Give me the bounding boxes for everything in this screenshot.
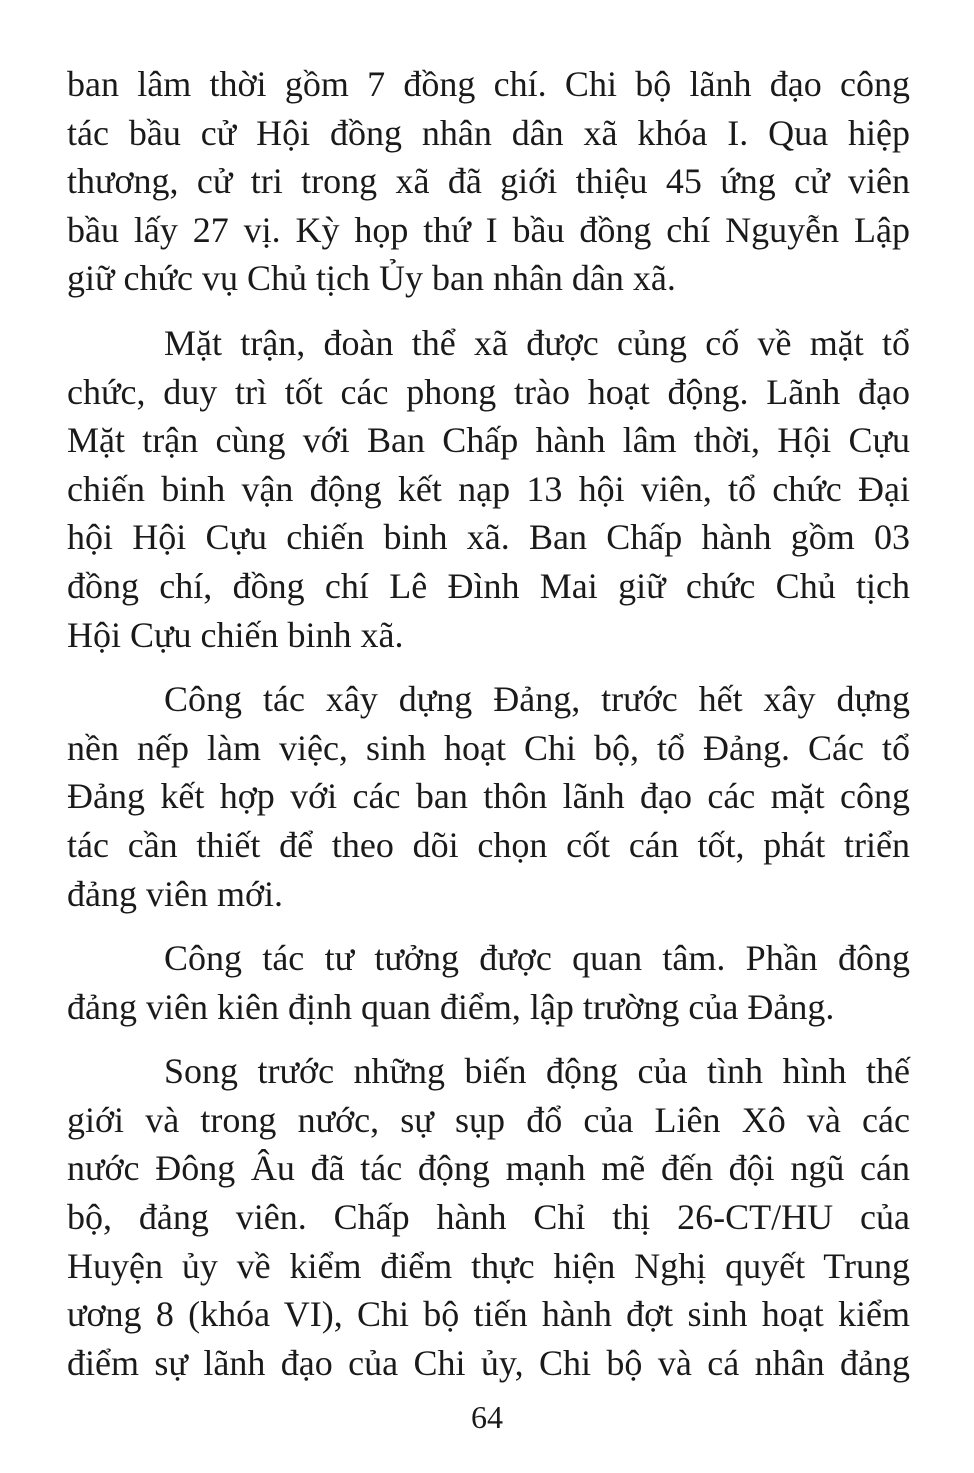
- paragraph-gap: [67, 918, 910, 934]
- paragraph-2: [67, 319, 910, 659]
- text-line: bộ, đảng viên. Chấp hành Chỉ thị 26-CT/HU của: [67, 1197, 910, 1238]
- paragraph-5: [67, 1047, 910, 1387]
- text-line: bầu lấy 27 vị. Kỳ họp thứ I bầu đồng chí Nguyễn Lập: [67, 209, 910, 250]
- text-line: Mặt trận, đoàn thể xã được củng cố về mặt tổ: [164, 322, 910, 363]
- text-line: Song trước những biến động của tình hình thế: [164, 1051, 910, 1092]
- text-line: đảng viên kiên định quan điểm, lập trường của Đảng.: [67, 986, 835, 1027]
- text-line: Đảng kết hợp với các ban thôn lãnh đạo các mặt công: [67, 776, 910, 817]
- text-line: chức, duy trì tốt các phong trào hoạt động. Lãnh đạo: [67, 371, 910, 412]
- paragraph-gap: [67, 303, 910, 319]
- text-line: điểm sự lãnh đạo của Chi ủy, Chi bộ và cá nhân đảng: [67, 1342, 910, 1383]
- text-line: Công tác xây dựng Đảng, trước hết xây dựng: [164, 679, 910, 720]
- paragraph-4: [67, 934, 910, 1031]
- text-line: ban lâm thời gồm 7 đồng chí. Chi bộ lãnh đạo công: [67, 64, 910, 104]
- text-line: đồng chí, đồng chí Lê Đình Mai giữ chức Chủ tịch: [67, 565, 910, 606]
- text-line: Mặt trận cùng với Ban Chấp hành lâm thời, Hội Cựu: [67, 420, 910, 461]
- text-line: giữ chức vụ Chủ tịch Ủy ban nhân dân xã.: [67, 258, 676, 299]
- text-line: tác bầu cử Hội đồng nhân dân xã khóa I. Qua hiệp: [67, 112, 910, 153]
- text-line: Hội Cựu chiến binh xã.: [67, 614, 404, 655]
- text-line: chiến binh vận động kết nạp 13 hội viên, tổ chức Đại: [67, 468, 910, 509]
- text-line: tác cần thiết để theo dõi chọn cốt cán tốt, phát triển: [67, 824, 910, 865]
- text-line: Công tác tư tưởng được quan tâm. Phần đông: [164, 938, 910, 979]
- page-number: 64: [471, 1399, 503, 1435]
- text-line: đảng viên mới.: [67, 873, 283, 914]
- text-line: giới và trong nước, sự sụp đổ của Liên Xô và các: [67, 1099, 910, 1140]
- paragraph-1: [67, 60, 910, 303]
- text-line: hội Hội Cựu chiến binh xã. Ban Chấp hành gồm 03: [67, 517, 910, 558]
- text-line: nền nếp làm việc, sinh hoạt Chi bộ, tổ Đảng. Các tổ: [67, 727, 910, 768]
- paragraph-gap: [67, 1031, 910, 1047]
- text-line: ương 8 (khóa VI), Chi bộ tiến hành đợt sinh hoạt kiểm: [67, 1294, 910, 1335]
- text-line: nước Đông Âu đã tác động mạnh mẽ đến đội ngũ cán: [67, 1148, 910, 1189]
- paragraph-gap: [67, 659, 910, 675]
- text-line: thương, cử tri trong xã đã giới thiệu 45 ứng cử viên: [67, 161, 910, 202]
- text-line: Huyện ủy về kiểm điểm thực hiện Nghị quyết Trung: [67, 1245, 910, 1286]
- paragraph-3: [67, 675, 910, 918]
- body-text: [67, 60, 910, 1387]
